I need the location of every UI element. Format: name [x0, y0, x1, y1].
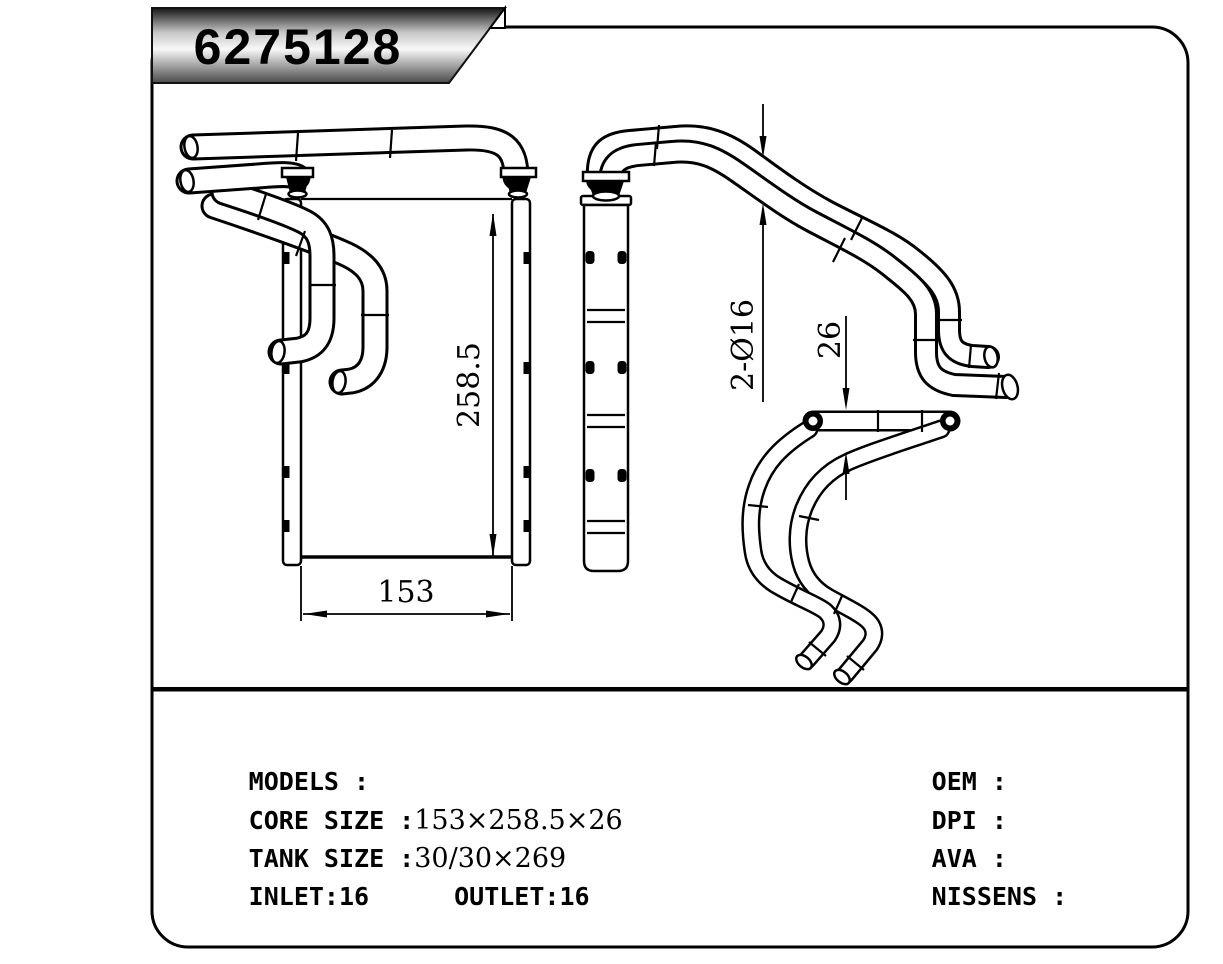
- spec-row-nissens: [905, 843, 1068, 911]
- spec-label-core-size: CORE SIZE :: [248, 806, 415, 835]
- part-number: 6275128: [193, 19, 403, 75]
- spec-value-core-size: 153×258.5×26: [414, 805, 623, 836]
- dim-pipe-diameter-label: 2-Ø16: [726, 299, 761, 391]
- spec-row-ava: [905, 805, 1007, 873]
- spec-label-tank-size: TANK SIZE :: [248, 844, 415, 873]
- spec-row-oem: [905, 728, 1007, 796]
- spec-label-dpi: DPI :: [931, 806, 1007, 835]
- dim-pipe-gap-label: 26: [813, 320, 848, 360]
- section-divider-line: [154, 687, 1187, 692]
- spec-label-ava: AVA :: [931, 844, 1007, 873]
- spec-label-outlet: OUTLET:16: [454, 882, 590, 911]
- pipe-view: [598, 125, 1021, 687]
- spec-label-nissens: NISSENS :: [931, 882, 1068, 911]
- spec-row-inlet-outlet: [222, 843, 590, 911]
- spec-row-tank-size: [222, 805, 567, 874]
- side-view: [581, 196, 631, 571]
- spec-label-oem: OEM :: [931, 767, 1007, 796]
- spec-label-inlet: INLET:16: [248, 882, 370, 911]
- dim-core-width-label: 153: [377, 575, 435, 610]
- part-number-banner: [152, 8, 505, 83]
- spec-label-models: MODELS :: [248, 767, 370, 796]
- dim-core-height-label: 258.5: [452, 342, 487, 428]
- dim-core-width: [301, 566, 512, 621]
- spec-row-models: [222, 728, 370, 796]
- spec-value-tank-size: 30/30×269: [414, 843, 567, 874]
- spec-row-core-size: [222, 767, 623, 836]
- spec-row-dpi: [905, 767, 1007, 835]
